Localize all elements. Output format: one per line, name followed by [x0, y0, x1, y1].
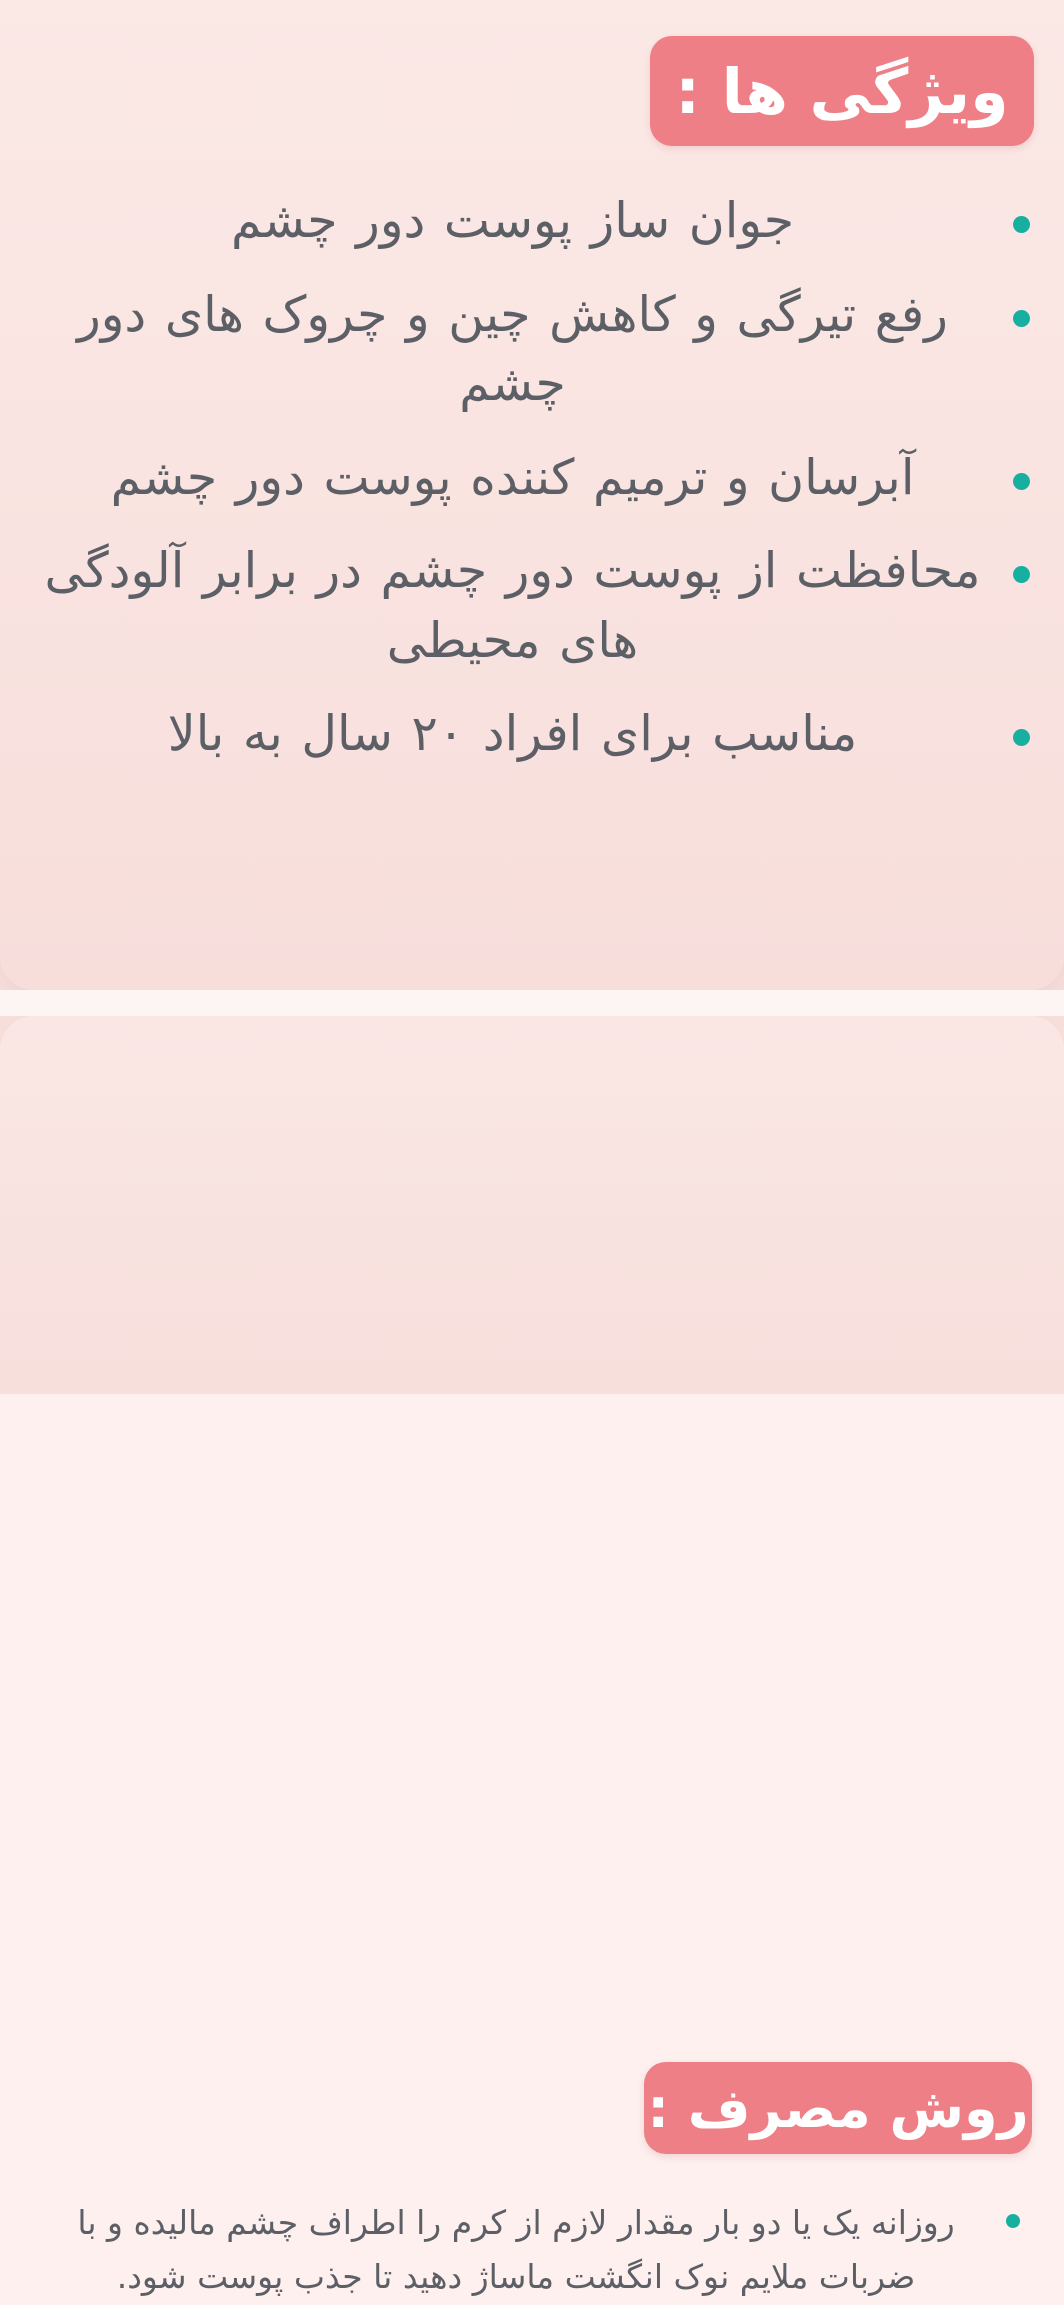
feature-text: مناسب برای افراد ۲۰ سال به بالا — [167, 705, 858, 763]
features-list — [0, 186, 1064, 793]
bullet-icon — [1013, 566, 1030, 583]
features-section — [0, 0, 1064, 990]
list-item — [44, 2196, 1020, 2305]
feature-text: رفع تیرگی و کاهش چین و چروک های دور چشم — [77, 285, 948, 413]
bullet-icon — [1013, 729, 1030, 746]
feature-text: آبرسان و ترمیم کننده پوست دور چشم — [110, 448, 915, 506]
features-heading: ویژگی ها : — [650, 36, 1034, 146]
feature-text: جوان ساز پوست دور چشم — [230, 192, 795, 249]
bullet-icon — [1006, 2214, 1020, 2228]
bullet-icon — [1013, 216, 1030, 233]
feature-text: محافظت از پوست دور چشم در برابر آلودگی های محیطی — [44, 542, 981, 669]
usage-list — [0, 2196, 1064, 2305]
bullet-icon — [1013, 473, 1030, 490]
section-divider — [0, 990, 1064, 1016]
bullet-icon — [1013, 310, 1030, 327]
list-item — [34, 186, 1030, 256]
list-item — [34, 699, 1030, 769]
list-item — [34, 443, 1030, 513]
usage-section — [0, 1016, 1064, 2297]
usage-heading: روش مصرف : — [644, 2062, 1032, 2154]
list-item — [34, 280, 1030, 419]
list-item — [34, 536, 1030, 675]
usage-text: روزانه یک یا دو بار مقدار لازم از کرم را اطراف چشم مالیده و با ضربات ملایم نوک انگشت ماساژ دهید تا جذب پوست شود. — [77, 2203, 955, 2297]
